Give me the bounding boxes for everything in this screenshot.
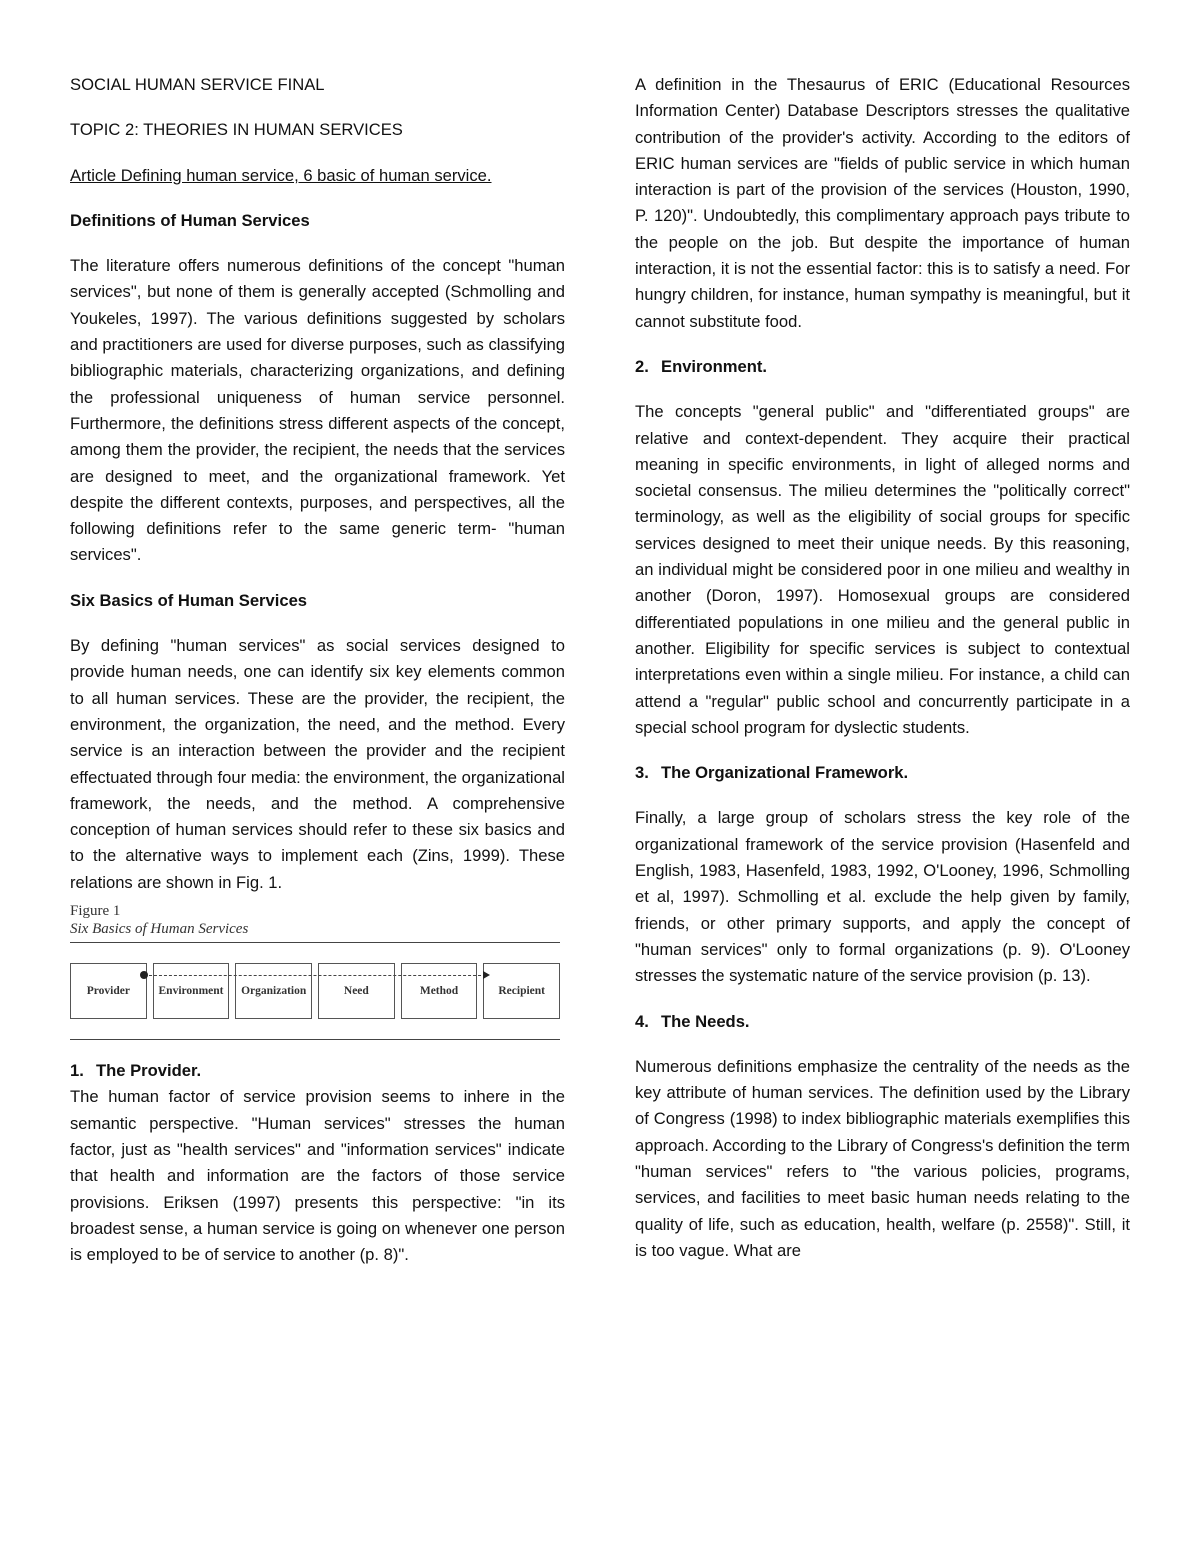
arrow-head-icon bbox=[483, 971, 490, 979]
needs-paragraph: Numerous definitions emphasize the centrality of the needs as the key attribute of human services. The definition used by the Library of Congress (1998) to index bibliographic materials exemplifies this approach. According to the Library of Congress's definition the term "human services" refers to "the various policies, programs, services, and facilities to meet basic human needs relating to the quality of life, such as education, health, welfare (p. 2558)". Still, it is too vague. What are bbox=[635, 1056, 1130, 1260]
section-title: Environment. bbox=[661, 356, 768, 376]
right-column bbox=[635, 72, 1130, 1283]
left-column bbox=[70, 72, 565, 1287]
section-title: The Provider. bbox=[96, 1061, 202, 1081]
box-environment: Environment bbox=[153, 963, 230, 1019]
organizational-framework-paragraph: Finally, a large group of scholars stress the key role of the organizational framework of the service provision (Hasenfeld and English, 1983, Hasenfeld, 1983, 1992, O'Looney, 1996, Schmolling et al, 1997). Schmolling et al. exclude the help given by family, friends, or other primary supports, and apply the concept of "human services" only to formal organizations (p. 9). O'Looney stresses the systematic nature of the service provision (p. 13). bbox=[635, 808, 1130, 986]
document-title: SOCIAL HUMAN SERVICE FINAL bbox=[70, 75, 325, 94]
figure-top-rule bbox=[70, 942, 560, 943]
start-dot-icon bbox=[140, 971, 148, 979]
section-title: The Needs. bbox=[661, 1011, 750, 1031]
six-basics-paragraph: By defining "human services" as social services designed to provide human needs, one can identify six key elements common to all human services. These are the provider, the recipient, the environment, the organization, the need, and the method. Every service is an interaction between the provider and the recipient effectuated through four media: the environment, the organizational framework, the needs, and the method. A comprehensive conception of human services should refer to these six basics and to the alternative ways to implement each (Zins, 1999). These relations are shown in Fig. 1. bbox=[70, 636, 565, 892]
section-needs-heading bbox=[635, 1009, 1130, 1035]
figure-caption: Six Basics of Human Services bbox=[70, 921, 249, 938]
section-number: 2. bbox=[635, 356, 649, 376]
figure-bottom-rule bbox=[70, 1039, 560, 1040]
box-need: Need bbox=[318, 963, 395, 1019]
box-recipient: Recipient bbox=[483, 963, 560, 1019]
article-heading: Article Defining human service, 6 basic of human service. bbox=[70, 165, 492, 185]
section-number: 1. bbox=[70, 1061, 84, 1081]
section-organizational-framework-heading bbox=[635, 760, 1130, 786]
figure-diagram bbox=[70, 963, 560, 1019]
section-number: 3. bbox=[635, 763, 649, 783]
section-six-basics-heading: Six Basics of Human Services bbox=[70, 590, 308, 610]
section-title: The Organizational Framework. bbox=[661, 763, 909, 783]
figure-label: Figure 1 bbox=[70, 903, 121, 920]
environment-paragraph: The concepts "general public" and "differentiated groups" are relative and context-dependent. They acquire their practical meaning in specific environments, in light of alleged norms and societal consensus. The milieu determines the "politically correct" terminology, as well as the eligibility of social groups for specific services designed to meet their unique needs. By this reasoning, an individual might be considered poor in one milieu and wealthy in another (Doron, 1997). Homosexual groups are considered differentiated populations in one milieu and the general public in another. Eligibility for specific services is subject to contextual interpretations even within a single milieu. For instance, a child can attend a "regular" public school and concurrently participate in a special school program for dyslectic students. bbox=[635, 402, 1130, 737]
provider-paragraph: The human factor of service provision seems to inhere in the semantic perspective. "Human services" stresses the human factor, just as "health services" and "information services" indicate that health and information are the factors of those service provisions. Eriksen (1997) presents this perspective: "in its broadest sense, a human service is going on whenever one person is employed to be of service to another (p. 8)". bbox=[70, 1087, 565, 1265]
section-environment-heading bbox=[635, 354, 1130, 380]
interaction-dashed-line bbox=[144, 975, 486, 976]
box-provider: Provider bbox=[70, 963, 147, 1019]
section-provider-heading bbox=[70, 1058, 565, 1084]
definitions-paragraph: The literature offers numerous definitions of the concept "human services", but none of them is generally accepted (Schmolling and Youkeles, 1997). The various definitions suggested by scholars and practitioners are used for diverse purposes, such as classifying bibliographic materials, characterizing organizations, and defining the professional uniqueness of human service personnel. Furthermore, the definitions stress different aspects of the concept, among them the provider, the recipient, the needs that the services are designed to meet, and the organizational framework. Yet despite the different contexts, purposes, and perspectives, all the following definitions refer to the same generic term- "human services". bbox=[70, 256, 565, 565]
box-method: Method bbox=[401, 963, 478, 1019]
section-definitions-heading: Definitions of Human Services bbox=[70, 210, 310, 230]
box-organization: Organization bbox=[235, 963, 312, 1019]
figure-1 bbox=[70, 902, 560, 1040]
topic-heading: TOPIC 2: THEORIES IN HUMAN SERVICES bbox=[70, 120, 403, 140]
eric-paragraph: A definition in the Thesaurus of ERIC (Educational Resources Information Center) Database Descriptors stresses the qualitative contribution of the provider's activity. According to the editors of ERIC human services are "fields of public service in which human interaction is part of the provision of the services (Houston, 1990, P. 120)". Undoubtedly, this complimentary approach pays tribute to the people on the job. But despite the importance of human interaction, it is not the essential factor: this is to satisfy a need. For hungry children, for instance, human sympathy is meaningful, but it cannot substitute food. bbox=[635, 75, 1130, 331]
section-number: 4. bbox=[635, 1011, 649, 1031]
